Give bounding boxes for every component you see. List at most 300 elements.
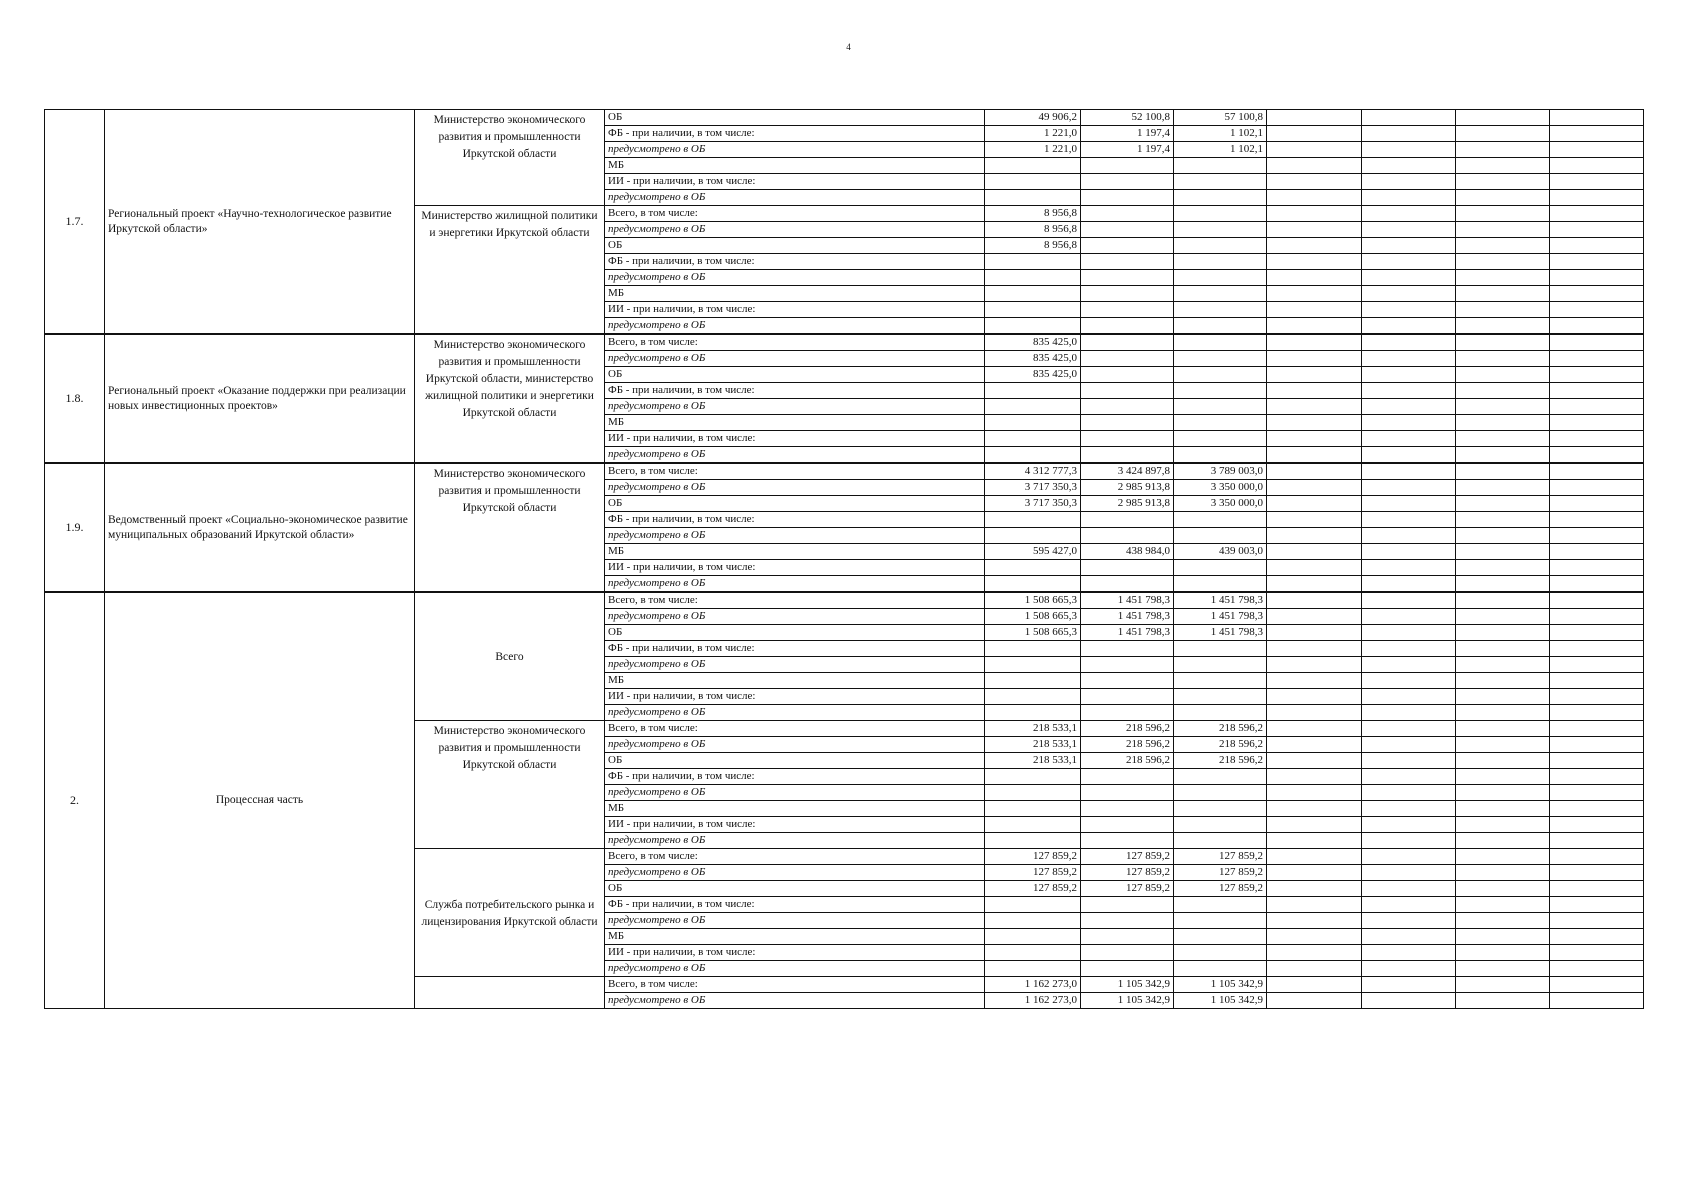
empty-cell: [1267, 302, 1362, 318]
empty-cell: [1267, 625, 1362, 641]
empty-cell: [1550, 174, 1644, 190]
amount-cell: 2 985 913,8: [1081, 480, 1174, 496]
amount-cell: [985, 399, 1081, 415]
empty-cell: [1456, 721, 1550, 737]
amount-cell: [1174, 415, 1267, 431]
funding-source-label: Всего, в том числе:: [605, 721, 985, 737]
empty-cell: [1550, 560, 1644, 576]
amount-cell: 1 221,0: [985, 126, 1081, 142]
amount-cell: 438 984,0: [1081, 544, 1174, 560]
empty-cell: [1362, 254, 1456, 270]
amount-cell: 1 105 342,9: [1174, 977, 1267, 993]
empty-cell: [1550, 206, 1644, 222]
amount-cell: 8 956,8: [985, 238, 1081, 254]
funding-source-label: предусмотрено в ОБ: [605, 222, 985, 238]
empty-cell: [1550, 641, 1644, 657]
amount-cell: 3 717 350,3: [985, 480, 1081, 496]
empty-cell: [1362, 560, 1456, 576]
amount-cell: 49 906,2: [985, 110, 1081, 126]
empty-cell: [1267, 961, 1362, 977]
amount-cell: 8 956,8: [985, 222, 1081, 238]
empty-cell: [1362, 463, 1456, 480]
empty-cell: [1456, 609, 1550, 625]
amount-cell: [985, 641, 1081, 657]
amount-cell: [1081, 705, 1174, 721]
empty-cell: [1456, 238, 1550, 254]
funding-source-label: ФБ - при наличии, в том числе:: [605, 126, 985, 142]
empty-cell: [1362, 977, 1456, 993]
amount-cell: [1081, 913, 1174, 929]
empty-cell: [1267, 496, 1362, 512]
empty-cell: [1362, 641, 1456, 657]
amount-cell: [985, 415, 1081, 431]
empty-cell: [1550, 190, 1644, 206]
empty-cell: [1550, 447, 1644, 464]
amount-cell: 439 003,0: [1174, 544, 1267, 560]
amount-cell: [1174, 769, 1267, 785]
amount-cell: [1174, 560, 1267, 576]
amount-cell: [985, 576, 1081, 593]
funding-source-label: предусмотрено в ОБ: [605, 351, 985, 367]
amount-cell: 127 859,2: [985, 849, 1081, 865]
amount-cell: 1 105 342,9: [1081, 993, 1174, 1009]
empty-cell: [1550, 110, 1644, 126]
empty-cell: [1456, 849, 1550, 865]
amount-cell: 1 162 273,0: [985, 977, 1081, 993]
amount-cell: 1 451 798,3: [1174, 609, 1267, 625]
funding-source-label: предусмотрено в ОБ: [605, 865, 985, 881]
funding-source-label: предусмотрено в ОБ: [605, 913, 985, 929]
empty-cell: [1267, 609, 1362, 625]
empty-cell: [1456, 367, 1550, 383]
funding-source-label: ИИ - при наличии, в том числе:: [605, 945, 985, 961]
funding-source-label: ФБ - при наличии, в том числе:: [605, 512, 985, 528]
amount-cell: 1 197,4: [1081, 142, 1174, 158]
amount-cell: [985, 270, 1081, 286]
table-row: [45, 592, 1644, 609]
funding-source-label: предусмотрено в ОБ: [605, 785, 985, 801]
empty-cell: [1456, 206, 1550, 222]
empty-cell: [1267, 560, 1362, 576]
empty-cell: [1362, 881, 1456, 897]
empty-cell: [1550, 528, 1644, 544]
empty-cell: [1550, 929, 1644, 945]
empty-cell: [1456, 961, 1550, 977]
amount-cell: [985, 929, 1081, 945]
empty-cell: [1456, 673, 1550, 689]
amount-cell: 1 451 798,3: [1174, 592, 1267, 609]
amount-cell: [1081, 383, 1174, 399]
amount-cell: [1081, 657, 1174, 673]
amount-cell: [1081, 673, 1174, 689]
empty-cell: [1267, 657, 1362, 673]
amount-cell: [1081, 689, 1174, 705]
amount-cell: [1174, 528, 1267, 544]
empty-cell: [1456, 769, 1550, 785]
funding-source-label: ФБ - при наличии, в том числе:: [605, 641, 985, 657]
amount-cell: [1174, 286, 1267, 302]
empty-cell: [1456, 463, 1550, 480]
empty-cell: [1550, 817, 1644, 833]
amount-cell: [985, 961, 1081, 977]
amount-cell: 1 451 798,3: [1081, 592, 1174, 609]
amount-cell: [1174, 447, 1267, 464]
amount-cell: 3 789 003,0: [1174, 463, 1267, 480]
amount-cell: [1081, 961, 1174, 977]
empty-cell: [1267, 318, 1362, 335]
funding-source-label: ФБ - при наличии, в том числе:: [605, 769, 985, 785]
funding-source-label: ОБ: [605, 238, 985, 254]
funding-source-label: Всего, в том числе:: [605, 592, 985, 609]
empty-cell: [1456, 351, 1550, 367]
amount-cell: [985, 897, 1081, 913]
empty-cell: [1550, 657, 1644, 673]
amount-cell: 835 425,0: [985, 334, 1081, 351]
amount-cell: [985, 913, 1081, 929]
responsible-executor: Министерство экономического развития и промышленности Иркутской области: [415, 110, 605, 206]
amount-cell: [985, 254, 1081, 270]
amount-cell: [1081, 206, 1174, 222]
amount-cell: [985, 945, 1081, 961]
empty-cell: [1550, 302, 1644, 318]
empty-cell: [1456, 785, 1550, 801]
empty-cell: [1362, 592, 1456, 609]
empty-cell: [1267, 399, 1362, 415]
amount-cell: 1 508 665,3: [985, 609, 1081, 625]
empty-cell: [1456, 753, 1550, 769]
amount-cell: [1081, 286, 1174, 302]
empty-cell: [1550, 512, 1644, 528]
amount-cell: 595 427,0: [985, 544, 1081, 560]
amount-cell: [985, 769, 1081, 785]
funding-source-label: Всего, в том числе:: [605, 334, 985, 351]
funding-source-label: предусмотрено в ОБ: [605, 961, 985, 977]
empty-cell: [1550, 833, 1644, 849]
empty-cell: [1362, 512, 1456, 528]
empty-cell: [1362, 833, 1456, 849]
amount-cell: 1 105 342,9: [1081, 977, 1174, 993]
amount-cell: 127 859,2: [985, 865, 1081, 881]
empty-cell: [1456, 737, 1550, 753]
empty-cell: [1267, 254, 1362, 270]
empty-cell: [1456, 657, 1550, 673]
empty-cell: [1362, 544, 1456, 560]
empty-cell: [1362, 334, 1456, 351]
empty-cell: [1362, 110, 1456, 126]
empty-cell: [1456, 480, 1550, 496]
empty-cell: [1362, 576, 1456, 593]
empty-cell: [1362, 126, 1456, 142]
empty-cell: [1362, 609, 1456, 625]
empty-cell: [1267, 415, 1362, 431]
funding-source-label: Всего, в том числе:: [605, 206, 985, 222]
empty-cell: [1362, 737, 1456, 753]
amount-cell: [985, 705, 1081, 721]
empty-cell: [1362, 993, 1456, 1009]
amount-cell: [1174, 158, 1267, 174]
empty-cell: [1362, 142, 1456, 158]
empty-cell: [1550, 126, 1644, 142]
empty-cell: [1362, 961, 1456, 977]
empty-cell: [1267, 110, 1362, 126]
funding-source-label: ФБ - при наличии, в том числе:: [605, 254, 985, 270]
empty-cell: [1456, 625, 1550, 641]
empty-cell: [1362, 447, 1456, 464]
empty-cell: [1267, 206, 1362, 222]
empty-cell: [1362, 270, 1456, 286]
empty-cell: [1456, 544, 1550, 560]
amount-cell: [1081, 512, 1174, 528]
empty-cell: [1550, 705, 1644, 721]
amount-cell: [1081, 431, 1174, 447]
empty-cell: [1550, 463, 1644, 480]
empty-cell: [1267, 190, 1362, 206]
funding-source-label: предусмотрено в ОБ: [605, 657, 985, 673]
funding-source-label: МБ: [605, 158, 985, 174]
empty-cell: [1456, 158, 1550, 174]
empty-cell: [1267, 528, 1362, 544]
amount-cell: 3 717 350,3: [985, 496, 1081, 512]
amount-cell: 1 508 665,3: [985, 625, 1081, 641]
funding-source-label: ИИ - при наличии, в том числе:: [605, 431, 985, 447]
empty-cell: [1456, 286, 1550, 302]
amount-cell: [1174, 174, 1267, 190]
amount-cell: 4 312 777,3: [985, 463, 1081, 480]
amount-cell: 218 533,1: [985, 721, 1081, 737]
empty-cell: [1550, 480, 1644, 496]
empty-cell: [1267, 769, 1362, 785]
empty-cell: [1550, 801, 1644, 817]
empty-cell: [1550, 142, 1644, 158]
empty-cell: [1550, 881, 1644, 897]
funding-source-label: МБ: [605, 929, 985, 945]
empty-cell: [1456, 254, 1550, 270]
amount-cell: [1081, 801, 1174, 817]
budget-table: [44, 109, 1644, 1009]
section-title: Региональный проект «Научно-технологическое развитие Иркутской области»: [105, 110, 415, 335]
empty-cell: [1456, 897, 1550, 913]
funding-source-label: МБ: [605, 286, 985, 302]
empty-cell: [1362, 865, 1456, 881]
empty-cell: [1362, 206, 1456, 222]
amount-cell: [1081, 158, 1174, 174]
funding-source-label: предусмотрено в ОБ: [605, 447, 985, 464]
empty-cell: [1362, 913, 1456, 929]
empty-cell: [1550, 977, 1644, 993]
amount-cell: [1081, 190, 1174, 206]
amount-cell: [1174, 657, 1267, 673]
funding-source-label: МБ: [605, 673, 985, 689]
amount-cell: 218 596,2: [1081, 753, 1174, 769]
empty-cell: [1456, 865, 1550, 881]
empty-cell: [1550, 865, 1644, 881]
empty-cell: [1362, 689, 1456, 705]
empty-cell: [1267, 174, 1362, 190]
amount-cell: [1174, 833, 1267, 849]
responsible-executor: Служба потребительского рынка и лицензирования Иркутской области: [415, 849, 605, 977]
amount-cell: [985, 833, 1081, 849]
amount-cell: 127 859,2: [1081, 849, 1174, 865]
empty-cell: [1267, 689, 1362, 705]
empty-cell: [1456, 833, 1550, 849]
amount-cell: [985, 785, 1081, 801]
empty-cell: [1362, 625, 1456, 641]
amount-cell: [1081, 576, 1174, 593]
funding-source-label: Всего, в том числе:: [605, 977, 985, 993]
empty-cell: [1267, 673, 1362, 689]
empty-cell: [1456, 415, 1550, 431]
empty-cell: [1456, 126, 1550, 142]
amount-cell: [985, 431, 1081, 447]
amount-cell: [1081, 302, 1174, 318]
empty-cell: [1267, 897, 1362, 913]
empty-cell: [1267, 881, 1362, 897]
empty-cell: [1267, 785, 1362, 801]
funding-source-label: предусмотрено в ОБ: [605, 737, 985, 753]
funding-source-label: предусмотрено в ОБ: [605, 270, 985, 286]
amount-cell: [1174, 929, 1267, 945]
empty-cell: [1456, 641, 1550, 657]
amount-cell: 1 102,1: [1174, 126, 1267, 142]
amount-cell: 3 350 000,0: [1174, 496, 1267, 512]
amount-cell: [1174, 705, 1267, 721]
empty-cell: [1362, 286, 1456, 302]
amount-cell: 218 596,2: [1174, 753, 1267, 769]
amount-cell: [1174, 945, 1267, 961]
section-number: 1.7.: [45, 110, 105, 335]
empty-cell: [1550, 367, 1644, 383]
empty-cell: [1550, 689, 1644, 705]
amount-cell: 1 162 273,0: [985, 993, 1081, 1009]
amount-cell: 127 859,2: [1174, 881, 1267, 897]
amount-cell: [1174, 431, 1267, 447]
empty-cell: [1550, 897, 1644, 913]
empty-cell: [1456, 512, 1550, 528]
section-number: 2.: [45, 592, 105, 1009]
empty-cell: [1456, 383, 1550, 399]
amount-cell: [1174, 190, 1267, 206]
amount-cell: 52 100,8: [1081, 110, 1174, 126]
empty-cell: [1550, 673, 1644, 689]
empty-cell: [1267, 721, 1362, 737]
amount-cell: [1081, 367, 1174, 383]
empty-cell: [1456, 399, 1550, 415]
empty-cell: [1550, 270, 1644, 286]
empty-cell: [1550, 415, 1644, 431]
amount-cell: [1081, 641, 1174, 657]
funding-source-label: предусмотрено в ОБ: [605, 576, 985, 593]
amount-cell: [985, 174, 1081, 190]
empty-cell: [1267, 351, 1362, 367]
amount-cell: [985, 689, 1081, 705]
amount-cell: 835 425,0: [985, 367, 1081, 383]
empty-cell: [1267, 463, 1362, 480]
empty-cell: [1267, 576, 1362, 593]
empty-cell: [1550, 913, 1644, 929]
funding-source-label: ИИ - при наличии, в том числе:: [605, 560, 985, 576]
empty-cell: [1550, 286, 1644, 302]
empty-cell: [1267, 126, 1362, 142]
empty-cell: [1550, 625, 1644, 641]
amount-cell: 127 859,2: [985, 881, 1081, 897]
empty-cell: [1456, 881, 1550, 897]
empty-cell: [1362, 238, 1456, 254]
empty-cell: [1362, 528, 1456, 544]
funding-source-label: ОБ: [605, 110, 985, 126]
amount-cell: [1081, 222, 1174, 238]
amount-cell: [985, 302, 1081, 318]
empty-cell: [1550, 945, 1644, 961]
empty-cell: [1267, 833, 1362, 849]
empty-cell: [1550, 351, 1644, 367]
empty-cell: [1362, 657, 1456, 673]
empty-cell: [1267, 447, 1362, 464]
amount-cell: [1081, 399, 1174, 415]
funding-source-label: МБ: [605, 801, 985, 817]
section-title: Региональный проект «Оказание поддержки при реализации новых инвестиционных проектов»: [105, 334, 415, 463]
empty-cell: [1267, 705, 1362, 721]
empty-cell: [1362, 849, 1456, 865]
table-body: [45, 110, 1644, 1009]
amount-cell: [1174, 222, 1267, 238]
amount-cell: 127 859,2: [1174, 865, 1267, 881]
amount-cell: [1174, 576, 1267, 593]
amount-cell: [1081, 560, 1174, 576]
funding-source-label: МБ: [605, 544, 985, 560]
empty-cell: [1550, 849, 1644, 865]
empty-cell: [1267, 641, 1362, 657]
amount-cell: [1081, 769, 1174, 785]
empty-cell: [1550, 993, 1644, 1009]
funding-source-label: предусмотрено в ОБ: [605, 318, 985, 335]
empty-cell: [1362, 753, 1456, 769]
empty-cell: [1267, 993, 1362, 1009]
empty-cell: [1267, 592, 1362, 609]
empty-cell: [1550, 222, 1644, 238]
amount-cell: [1174, 367, 1267, 383]
empty-cell: [1267, 222, 1362, 238]
empty-cell: [1456, 190, 1550, 206]
empty-cell: [1362, 158, 1456, 174]
amount-cell: [1174, 641, 1267, 657]
amount-cell: 1 451 798,3: [1081, 609, 1174, 625]
empty-cell: [1550, 737, 1644, 753]
section-title: Ведомственный проект «Социально-экономическое развитие муниципальных образований Иркутской области»: [105, 463, 415, 592]
amount-cell: [1174, 673, 1267, 689]
amount-cell: [1174, 817, 1267, 833]
amount-cell: [1174, 801, 1267, 817]
empty-cell: [1267, 913, 1362, 929]
funding-source-label: предусмотрено в ОБ: [605, 480, 985, 496]
empty-cell: [1456, 689, 1550, 705]
amount-cell: [985, 801, 1081, 817]
empty-cell: [1267, 431, 1362, 447]
empty-cell: [1362, 302, 1456, 318]
empty-cell: [1550, 334, 1644, 351]
table-row: [45, 334, 1644, 351]
amount-cell: 1 508 665,3: [985, 592, 1081, 609]
amount-cell: 8 956,8: [985, 206, 1081, 222]
amount-cell: [1174, 897, 1267, 913]
empty-cell: [1267, 865, 1362, 881]
amount-cell: [1174, 351, 1267, 367]
amount-cell: 1 197,4: [1081, 126, 1174, 142]
empty-cell: [1456, 993, 1550, 1009]
empty-cell: [1267, 929, 1362, 945]
funding-source-label: ОБ: [605, 496, 985, 512]
table-row: [45, 110, 1644, 126]
empty-cell: [1362, 929, 1456, 945]
